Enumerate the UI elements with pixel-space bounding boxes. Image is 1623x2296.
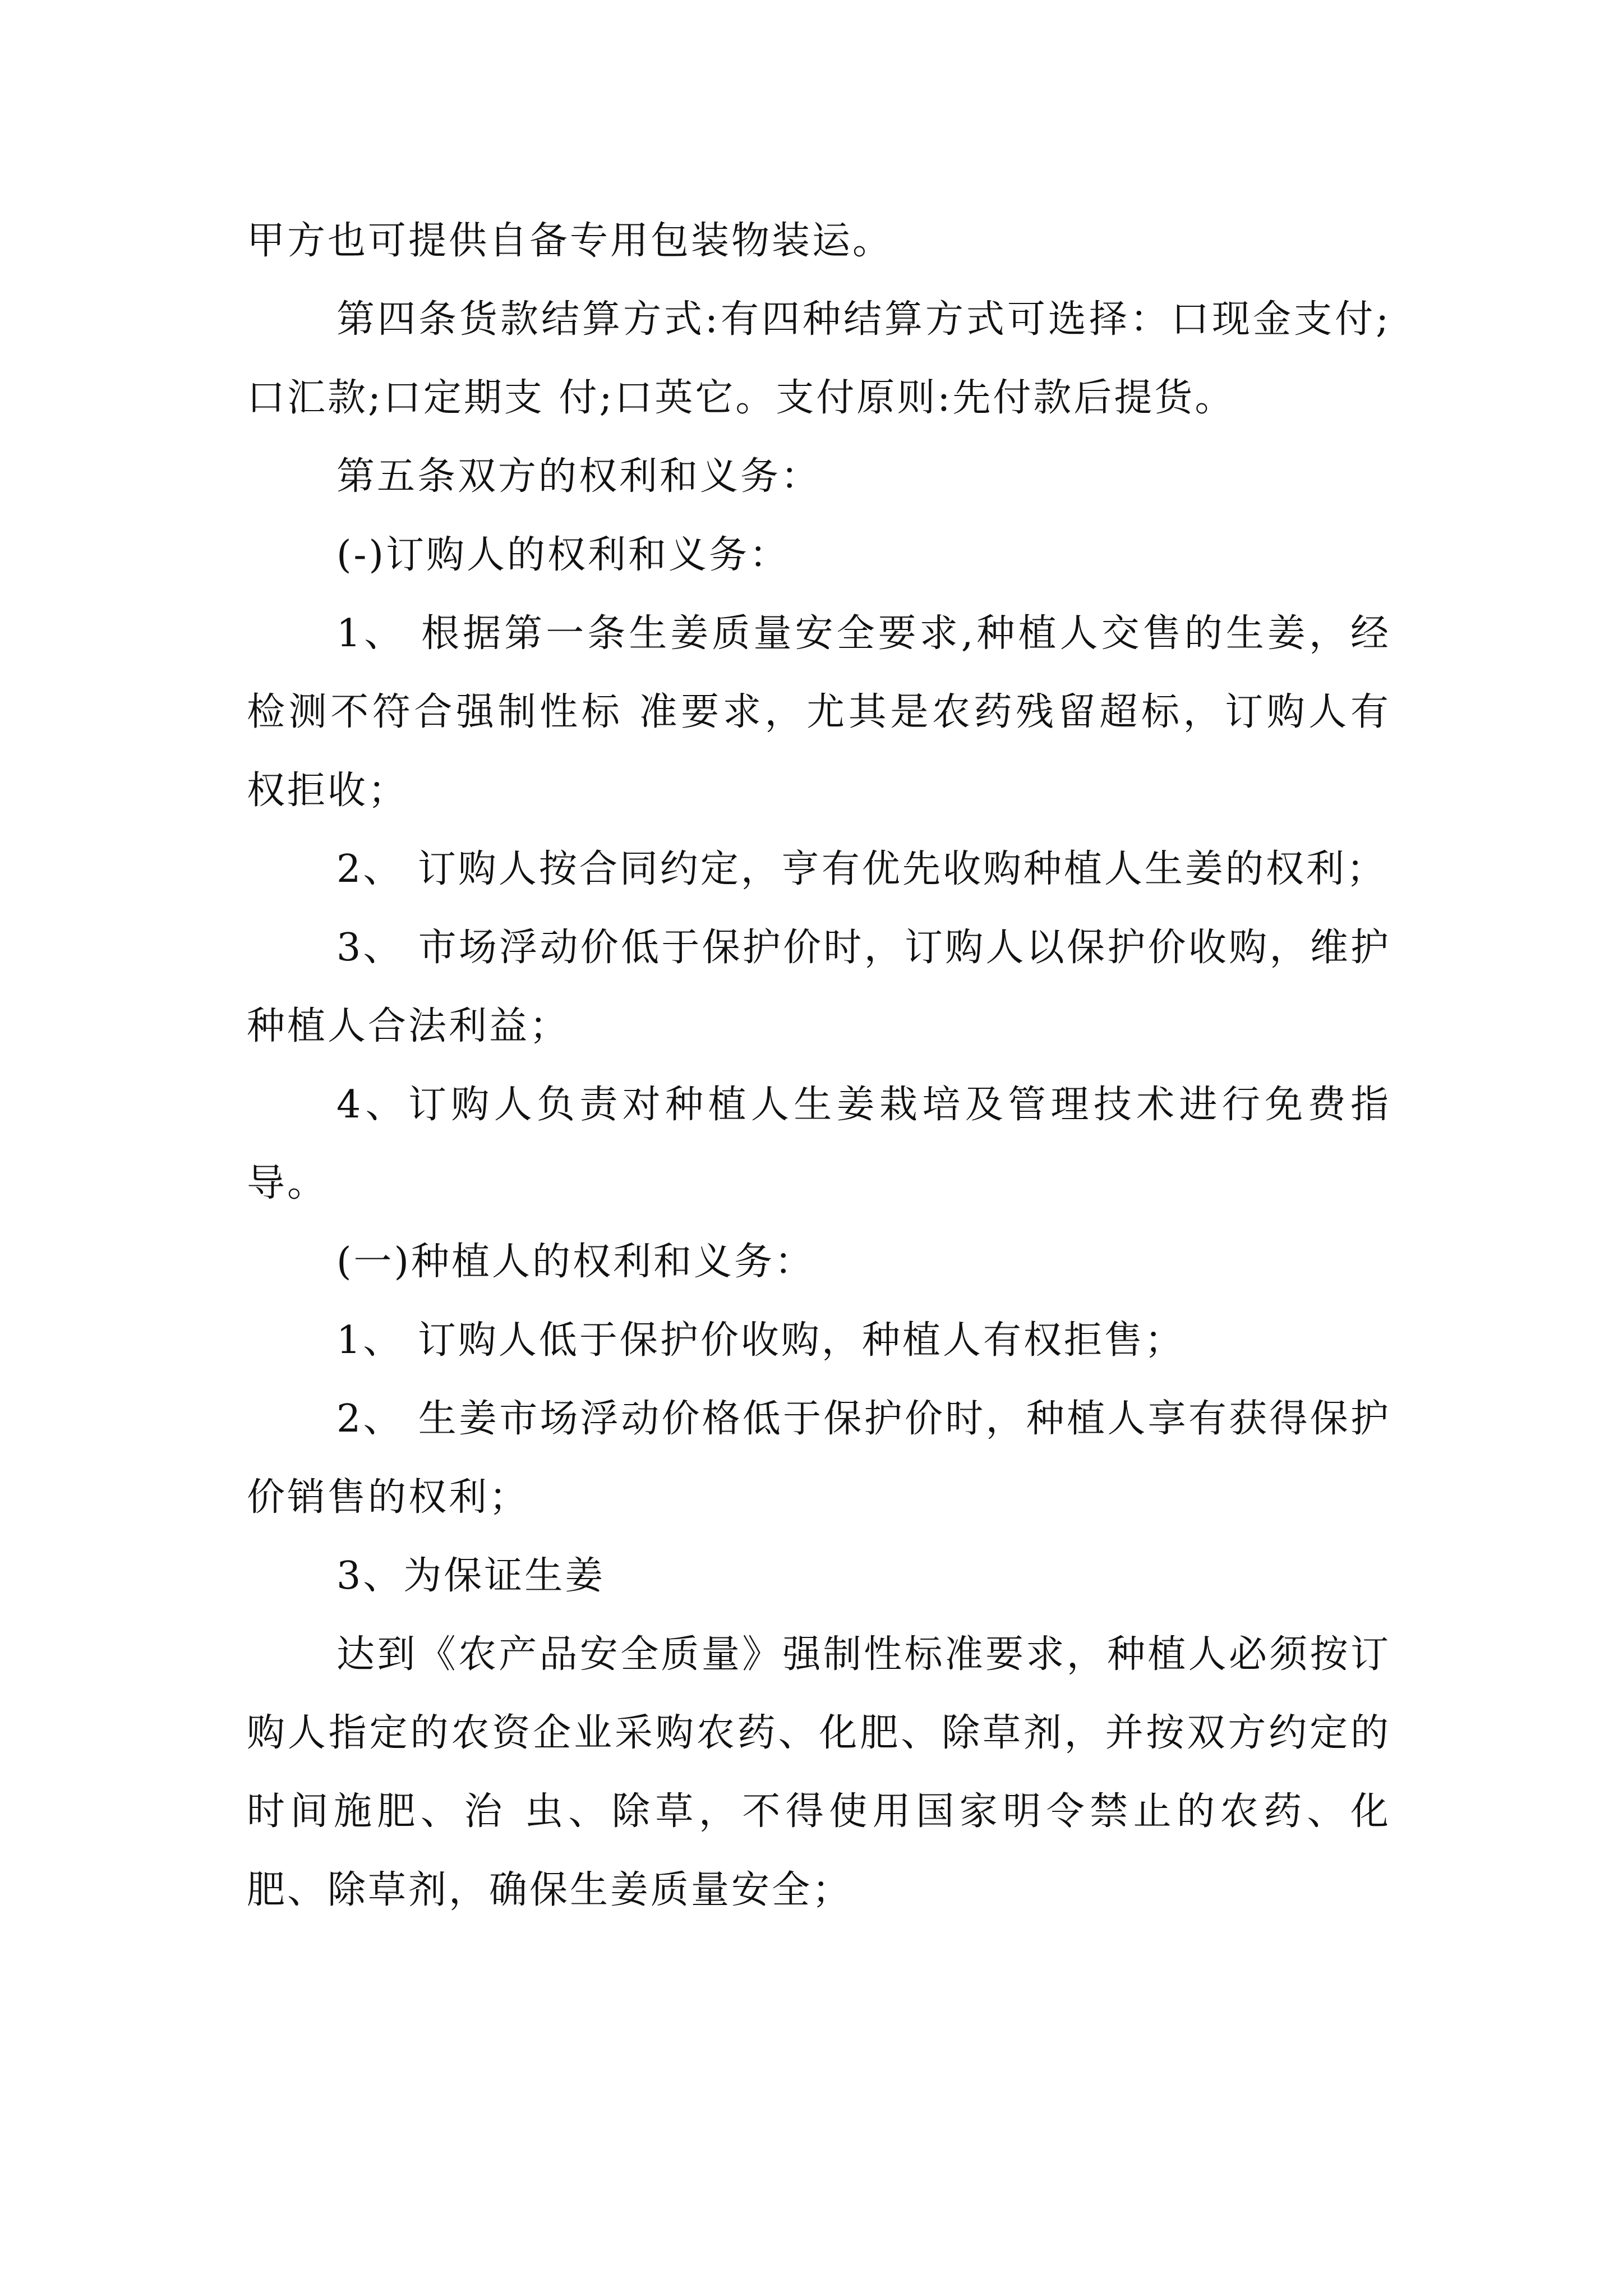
list-item: 2、 订购人按合同约定，亨有优先收购种植人生姜的权利；: [336, 847, 1387, 891]
list-item: 2、 生姜市场浮动价格低于保护价时，种植人享有获得保护价销售的权利；: [247, 1397, 1391, 1520]
subsection-heading: (一)种植人的权利和义务：: [336, 1240, 815, 1284]
document-body: [247, 202, 1391, 1930]
list-item: 4、订购人负责对种植人生姜栽培及管理技术进行免费指导。: [247, 1083, 1391, 1205]
paragraph: 第四条货款结算方式:有四种结算方式可选择：口现金支付;口汇款;口定期支 付;口英它。支付原则:先付款后提货。: [247, 297, 1391, 420]
paragraph: 甲方也可提供自备专用包装物装运。: [247, 219, 893, 263]
paragraph: 达到《农产品安全质量》强制性标准要求，种植人必须按订购人指定的农资企业采购农药、化肥、除草剂，并按双方约定的时间施肥、治 虫、除草，不得使用国家明令禁止的农药、化肥、除草剂，确保生姜质量安全；: [247, 1632, 1391, 1912]
list-item: 3、为保证生姜: [336, 1554, 606, 1598]
list-item: 1、 根据第一条生姜质量安全要求,种植人交售的生姜，经检测不符合强制性标 准要求，尤其是农药残留超标，订购人有权拒收；: [247, 611, 1391, 813]
section-heading: 第五条双方的权利和义务：: [336, 454, 822, 499]
subsection-heading: (-)订购人的权利和义务：: [336, 533, 790, 577]
list-item: 3、 市场浮动价低于保护价时，订购人以保护价收购，维护种植人合法利益；: [247, 926, 1391, 1048]
list-item: 1、 订购人低于保护价收购，种植人有权拒售；: [336, 1318, 1185, 1363]
